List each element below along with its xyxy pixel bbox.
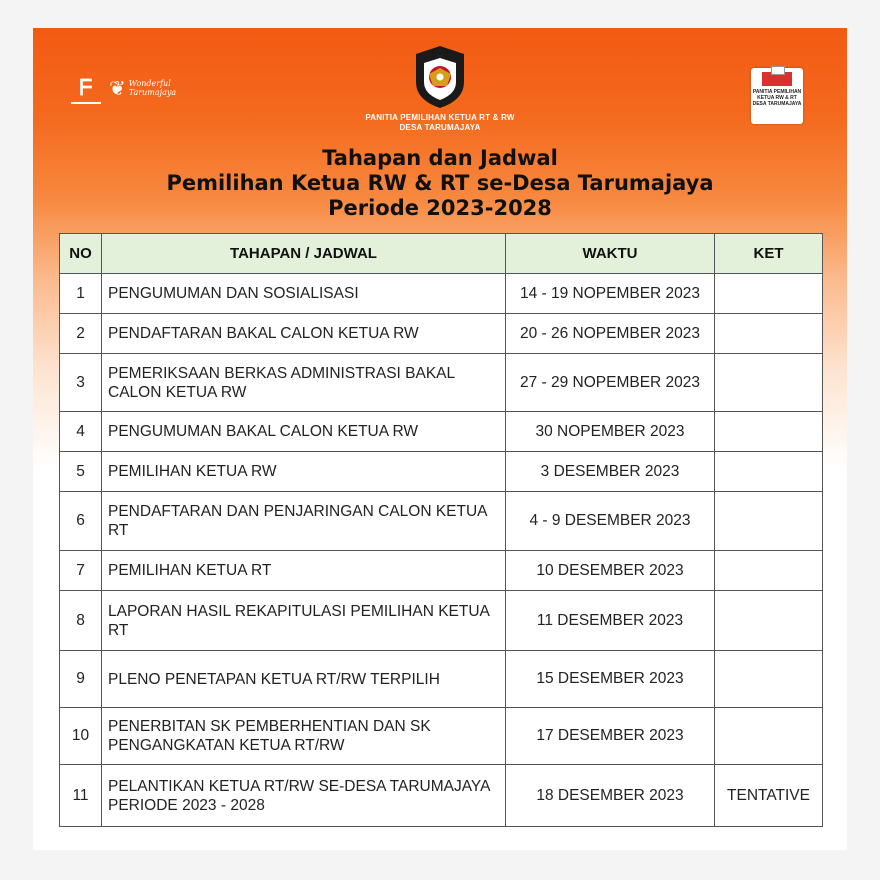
committee-name-line2: DESA TARUMAJAYA [399, 123, 481, 132]
row-waktu: 11 DESEMBER 2023 [506, 591, 715, 651]
row-waktu: 17 DESEMBER 2023 [506, 708, 715, 765]
committee-logo [355, 44, 525, 133]
row-tahapan: PLENO PENETAPAN KETUA RT/RW TERPILIH [102, 651, 506, 708]
row-ket [715, 412, 823, 452]
table-row [60, 354, 823, 412]
header-tahapan: TAHAPAN / JADWAL [102, 234, 506, 274]
table-header-row [60, 234, 823, 274]
wonderful-tarumajaya-logo [109, 79, 176, 99]
row-tahapan: PENGUMUMAN BAKAL CALON KETUA RW [102, 412, 506, 452]
table-row [60, 452, 823, 492]
committee-name-line1: PANITIA PEMILIHAN KETUA RT & RW [365, 113, 515, 122]
table-row [60, 314, 823, 354]
row-tahapan: PELANTIKAN KETUA RT/RW SE-DESA TARUMAJAYA PERIODE 2023 - 2028 [102, 765, 506, 827]
row-ket [715, 551, 823, 591]
table-row [60, 274, 823, 314]
title-line-2: Pemilihan Ketua RW & RT se-Desa Tarumajaya [166, 171, 714, 195]
header-no: NO [60, 234, 102, 274]
header-waktu: WAKTU [506, 234, 715, 274]
row-waktu: 15 DESEMBER 2023 [506, 651, 715, 708]
row-waktu: 27 - 29 NOPEMBER 2023 [506, 354, 715, 412]
row-no: 2 [60, 314, 102, 354]
flame-icon: ❦ [109, 78, 126, 100]
row-no: 10 [60, 708, 102, 765]
row-no: 5 [60, 452, 102, 492]
row-ket [715, 354, 823, 412]
row-no: 4 [60, 412, 102, 452]
poster [33, 28, 847, 850]
village-logo-icon: ᖴ [71, 74, 101, 104]
row-tahapan: PEMILIHAN KETUA RW [102, 452, 506, 492]
left-logos [71, 74, 176, 104]
row-no: 1 [60, 274, 102, 314]
row-no: 6 [60, 492, 102, 551]
row-ket [715, 452, 823, 492]
row-tahapan: PENGUMUMAN DAN SOSIALISASI [102, 274, 506, 314]
schedule-table [59, 233, 823, 827]
table-row [60, 551, 823, 591]
garuda-emblem-icon [412, 44, 468, 110]
row-ket [715, 314, 823, 354]
row-tahapan: PENDAFTARAN DAN PENJARINGAN CALON KETUA RT [102, 492, 506, 551]
header-ket: KET [715, 234, 823, 274]
row-ket [715, 708, 823, 765]
row-tahapan: PEMILIHAN KETUA RT [102, 551, 506, 591]
row-waktu: 30 NOPEMBER 2023 [506, 412, 715, 452]
ballot-box-logo [751, 68, 803, 124]
row-ket [715, 591, 823, 651]
row-waktu: 18 DESEMBER 2023 [506, 765, 715, 827]
table-row [60, 492, 823, 551]
page-title [33, 146, 847, 221]
row-tahapan: PENERBITAN SK PEMBERHENTIAN DAN SK PENGANGKATAN KETUA RT/RW [102, 708, 506, 765]
ballot-box-icon [762, 72, 792, 86]
table-row [60, 765, 823, 827]
row-no: 3 [60, 354, 102, 412]
wonderful-logo-text [129, 80, 176, 98]
row-waktu: 10 DESEMBER 2023 [506, 551, 715, 591]
table-row [60, 591, 823, 651]
row-waktu: 14 - 19 NOPEMBER 2023 [506, 274, 715, 314]
row-tahapan: LAPORAN HASIL REKAPITULASI PEMILIHAN KETUA RT [102, 591, 506, 651]
table-row [60, 412, 823, 452]
title-line-1: Tahapan dan Jadwal [322, 146, 558, 170]
wonderful-logo-text-line1: Wonderful [128, 79, 171, 89]
row-no: 9 [60, 651, 102, 708]
row-no: 11 [60, 765, 102, 827]
row-waktu: 3 DESEMBER 2023 [506, 452, 715, 492]
row-ket [715, 651, 823, 708]
row-ket [715, 274, 823, 314]
row-waktu: 20 - 26 NOPEMBER 2023 [506, 314, 715, 354]
row-waktu: 4 - 9 DESEMBER 2023 [506, 492, 715, 551]
table-row [60, 708, 823, 765]
row-tahapan: PENDAFTARAN BAKAL CALON KETUA RW [102, 314, 506, 354]
row-tahapan: PEMERIKSAAN BERKAS ADMINISTRASI BAKAL CALON KETUA RW [102, 354, 506, 412]
row-ket: TENTATIVE [715, 765, 823, 827]
row-no: 8 [60, 591, 102, 651]
row-ket [715, 492, 823, 551]
table-row [60, 651, 823, 708]
committee-name [355, 113, 525, 133]
title-line-3: Periode 2023-2028 [328, 196, 552, 220]
wonderful-logo-text-line2: Tarumajaya [128, 88, 177, 97]
row-no: 7 [60, 551, 102, 591]
ballot-logo-text: PANITIA PEMILIHAN KETUA RW & RT DESA TARUMAJAYA [752, 89, 802, 107]
